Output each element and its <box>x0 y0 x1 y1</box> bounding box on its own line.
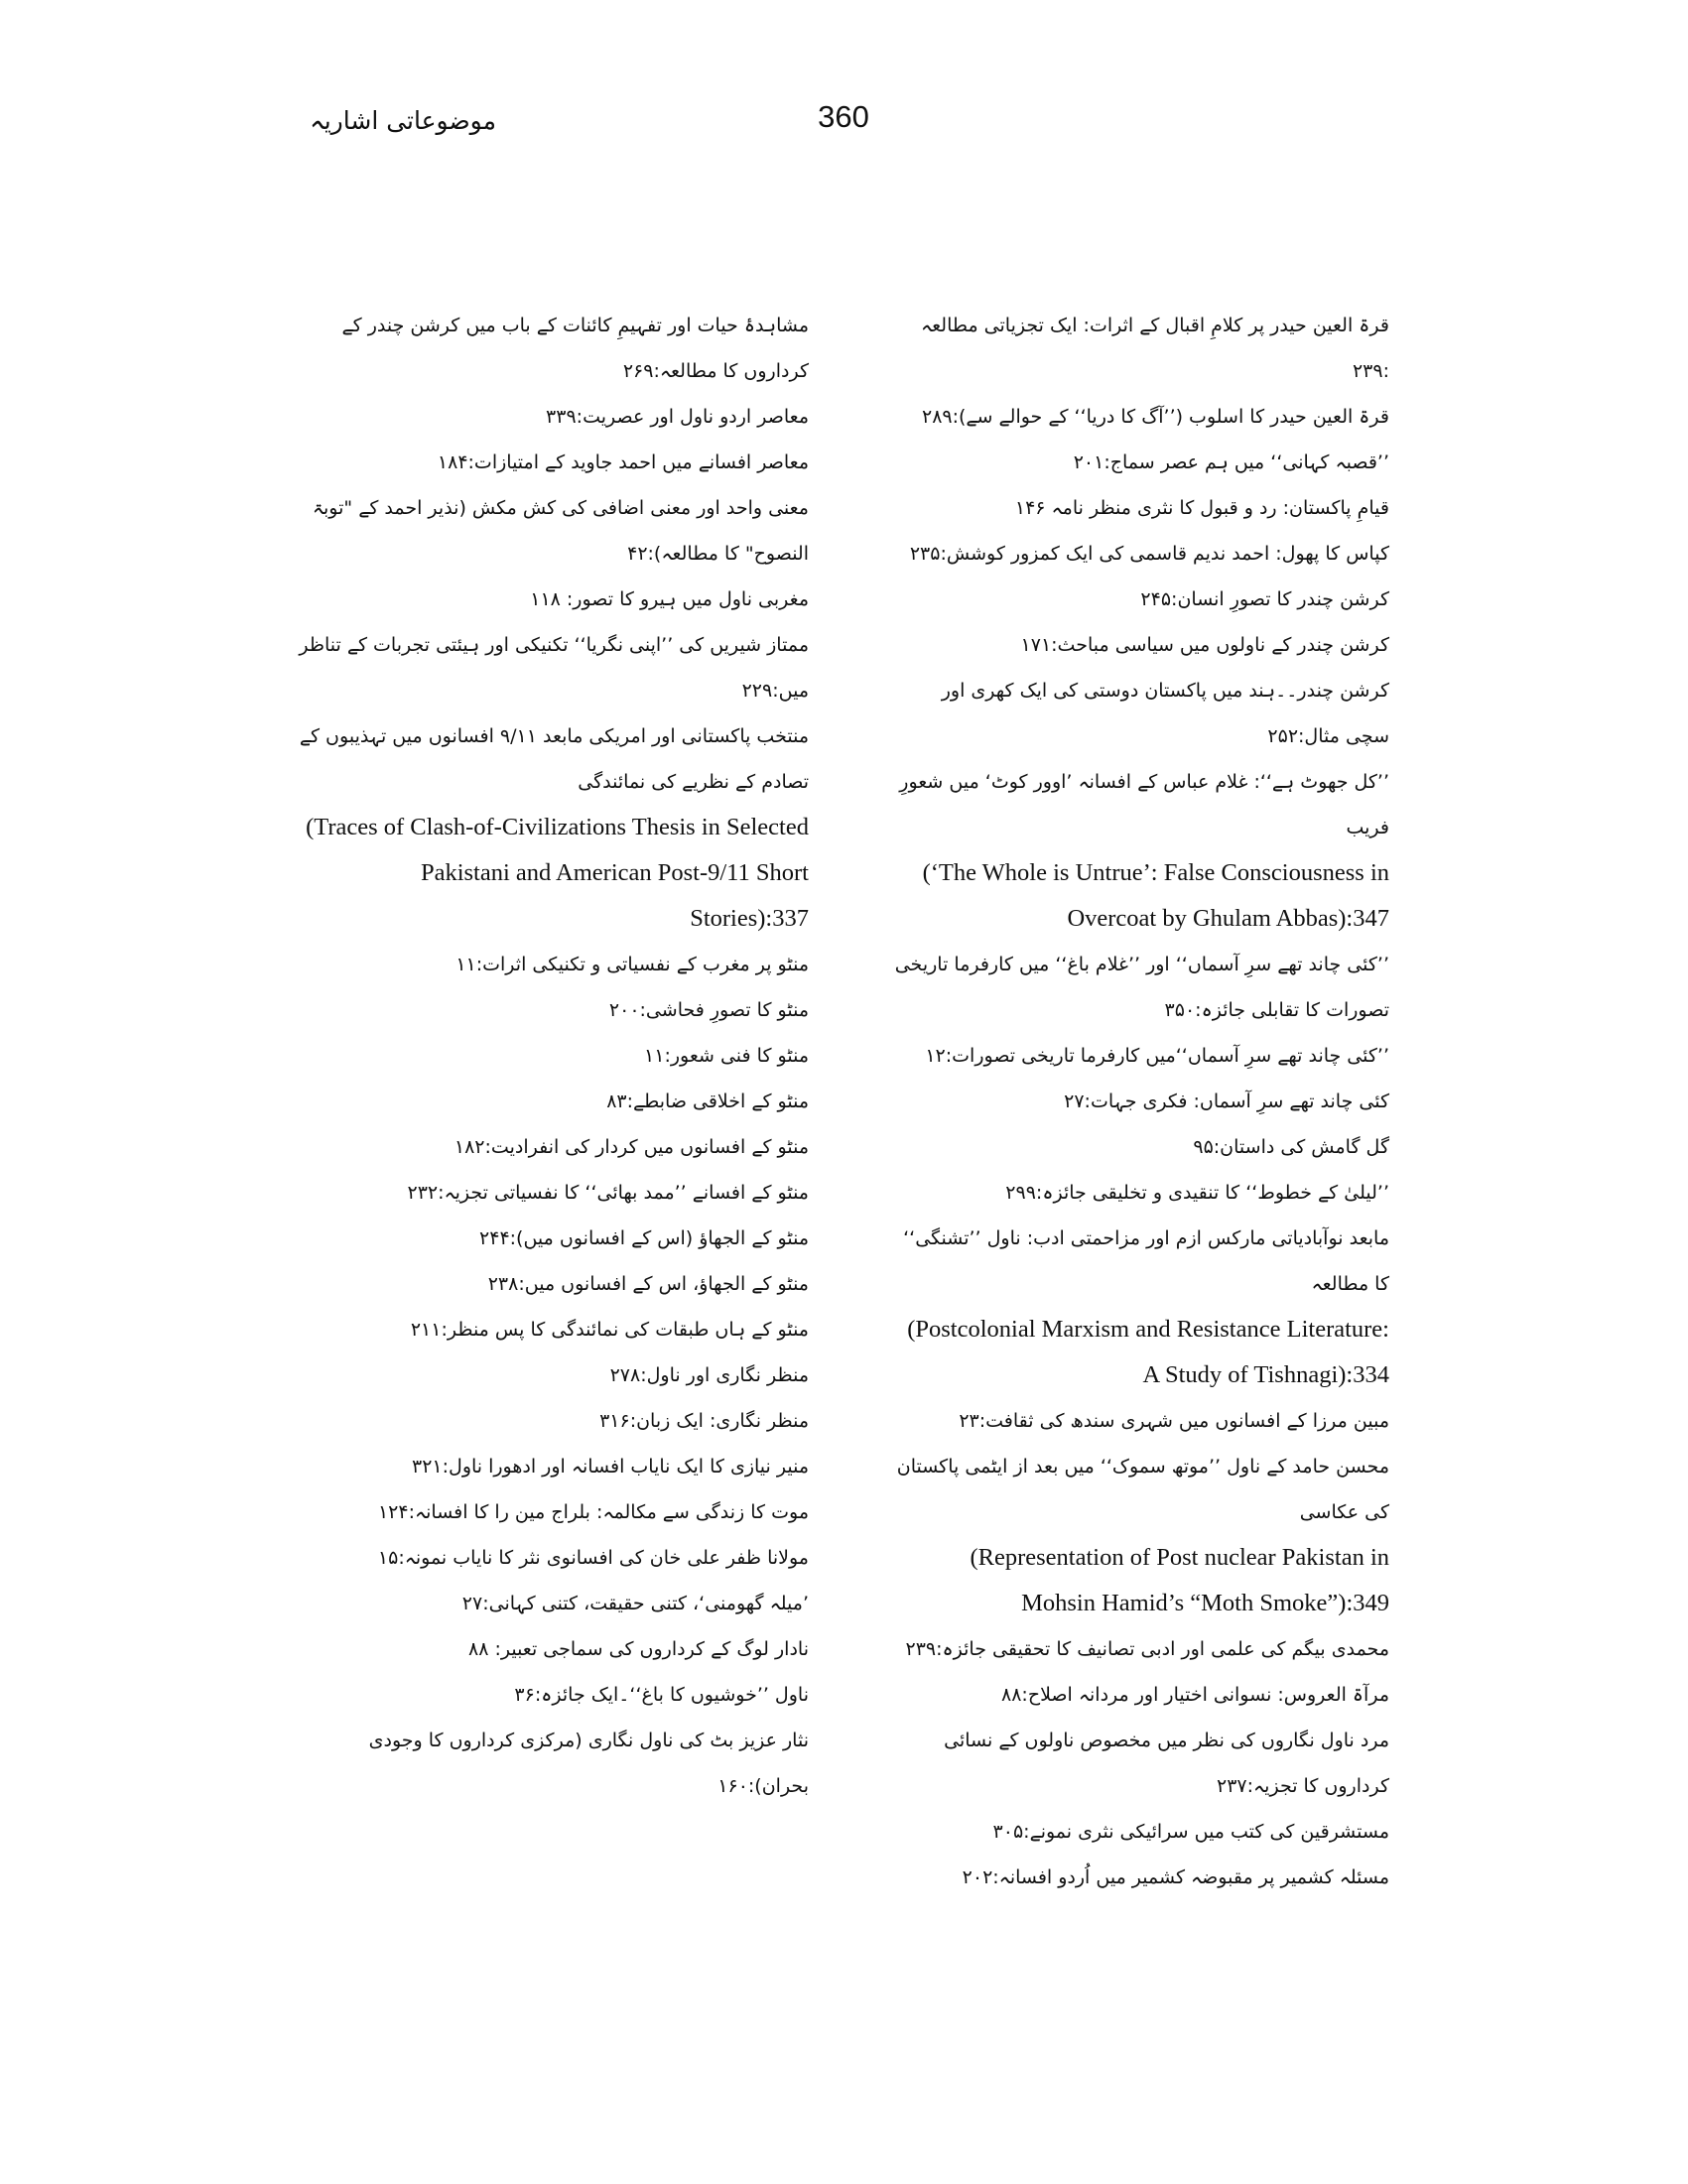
index-entry <box>298 1489 809 1535</box>
index-entry-text: کرشن چندر۔۔ہند میں پاکستان دوستی کی ایک کھری اور سچی مثال:۲۵۲ <box>941 680 1389 747</box>
index-entry-text: ’میلہ گھومنی‘، کتنی حقیقت، کتنی کہانی:۲۷ <box>461 1593 809 1614</box>
index-entry <box>893 577 1389 622</box>
index-entry <box>298 1216 809 1261</box>
index-entry <box>893 668 1389 759</box>
index-entry <box>893 1855 1389 1900</box>
index-entry-text: منتخب پاکستانی اور امریکی مابعد ۹/۱۱ افسانوں میں تہذیبوں کے تصادم کے نظریے کی نمائندگی <box>299 725 809 793</box>
index-entry <box>893 759 1389 942</box>
index-entry <box>893 1033 1389 1079</box>
index-entry <box>298 1170 809 1216</box>
index-entry-text: قرۃ العین حیدر کا اسلوب (’’آگ کا دریا‘‘ کے حوالے سے):۲۸۹ <box>921 406 1389 428</box>
index-entry <box>298 1033 809 1079</box>
index-entry <box>893 622 1389 668</box>
page-number: 360 <box>818 99 869 134</box>
index-entry-text: معاصر افسانے میں احمد جاوید کے امتیازات:۱۸۴ <box>437 451 809 473</box>
index-entry <box>893 531 1389 577</box>
index-entry-text: مرد ناول نگاروں کی نظر میں مخصوص ناولوں کے نسائی کرداروں کا تجزیہ:۲۳۷ <box>944 1730 1389 1797</box>
index-entry-text: ناول ’’خوشیوں کا باغ‘‘۔ایک جائزہ:۳۶ <box>514 1684 809 1706</box>
index-entry <box>893 1672 1389 1718</box>
index-entry <box>298 1079 809 1124</box>
index-entry-text: منٹو کے ہاں طبقات کی نمائندگی کا پس منظر:۲۱۱ <box>410 1319 809 1341</box>
index-entry-text: مستشرقین کی کتب میں سرائیکی نثری نمونے:۳۰۵ <box>992 1821 1389 1843</box>
index-entry-text: مغربی ناول میں ہیرو کا تصور: ۱۱۸ <box>530 588 809 610</box>
index-entry-text: منٹو کا تصورِ فحاشی:۲۰۰ <box>608 999 809 1021</box>
index-entry-text: منٹو کے افسانے ’’ممد بھائی‘‘ کا نفسیاتی تجزیہ:۲۳۲ <box>407 1182 809 1204</box>
index-column-right <box>893 303 1389 1900</box>
index-entry <box>298 987 809 1033</box>
index-entry-text: نثار عزیز بٹ کی ناول نگاری (مرکزی کرداروں کا وجودی بحران):۱۶۰ <box>368 1730 809 1797</box>
index-entry-english: (Representation of Post nuclear Pakistan in Mohsin Hamid’s “Moth Smoke”):349 <box>970 1544 1389 1616</box>
index-entry-text: منٹو کے الجھاؤ، اس کے افسانوں میں:۲۳۸ <box>487 1273 809 1295</box>
index-entry <box>893 1809 1389 1855</box>
index-entry-text: منٹو کے افسانوں میں کردار کی انفرادیت:۱۸۲ <box>454 1136 809 1158</box>
index-entry-text: مابعد نوآبادیاتی مارکس ازم اور مزاحمتی ادب: ناول ’’تشنگی‘‘ کا مطالعہ <box>903 1227 1389 1295</box>
index-entry-text: نادار لوگ کے کرداروں کی سماجی تعبیر: ۸۸ <box>467 1638 809 1660</box>
index-entry <box>298 1444 809 1489</box>
index-entry-text: منظر نگاری اور ناول:۲۷۸ <box>609 1364 809 1386</box>
index-entry <box>298 485 809 577</box>
index-entry <box>893 303 1389 394</box>
index-entry-text: منظر نگاری: ایک زبان:۳۱۶ <box>599 1410 809 1432</box>
index-entry <box>298 713 809 942</box>
index-entry-text: منٹو پر مغرب کے نفسیاتی و تکنیکی اثرات:۱۱ <box>455 954 809 975</box>
index-entry <box>893 440 1389 485</box>
index-entry <box>298 577 809 622</box>
index-entry-text: ممتاز شیریں کی ’’اپنی نگریا‘‘ تکنیکی اور ہیئتی تجربات کے تناظر میں:۲۲۹ <box>299 634 809 702</box>
index-entry <box>893 1216 1389 1398</box>
index-entry-text: معنی واحد اور معنی اضافی کی کش مکش (نذیر احمد کے "توبۃ النصوح" کا مطالعہ):۴۲ <box>312 497 809 565</box>
index-entry-text: کرشن چندر کا تصورِ انسان:۲۴۵ <box>1140 588 1389 610</box>
index-entry <box>893 1170 1389 1216</box>
index-entry <box>298 1626 809 1672</box>
index-entry <box>298 1672 809 1718</box>
index-entry-text: محمدی بیگم کی علمی اور ادبی تصانیف کا تحقیقی جائزہ:۲۳۹ <box>905 1638 1389 1660</box>
running-title: موضوعاتی اشاریہ <box>310 106 496 135</box>
index-entry-text: قیامِ پاکستان: رد و قبول کا نثری منظر نامہ ۱۴۶ <box>1014 497 1389 519</box>
index-entry-text: ’’لیلیٰ کے خطوط‘‘ کا تنقیدی و تخلیقی جائزہ:۲۹۹ <box>1005 1182 1389 1204</box>
index-entry-text: ’’کئی چاند تھے سرِ آسماں‘‘میں کارفرما تاریخی تصورات:۱۲ <box>925 1045 1389 1067</box>
index-entry-text: کپاس کا پھول: احمد ندیم قاسمی کی ایک کمزور کوشش:۲۳۵ <box>909 543 1389 565</box>
index-entry <box>298 1352 809 1398</box>
index-entry-text: مرآۃ العروس: نسوانی اختیار اور مردانہ اصلاح:۸۸ <box>1001 1684 1389 1706</box>
index-entry-text: ’’کئی چاند تھے سرِ آسماں‘‘ اور ’’غلام باغ‘‘ میں کارفرما تاریخی تصورات کا تقابلی جائزہ:۳۵۰ <box>894 954 1389 1021</box>
index-entry-text: موت کا زندگی سے مکالمہ: بلراج مین را کا افسانہ:۱۲۴ <box>377 1501 809 1523</box>
index-entry <box>893 1718 1389 1809</box>
index-entry <box>298 942 809 987</box>
index-entry <box>298 1535 809 1581</box>
index-entry <box>298 1307 809 1352</box>
index-entry-text: ’’قصبہ کہانی‘‘ میں ہم عصر سماج:۲۰۱ <box>1073 451 1389 473</box>
index-entry-text: کئی چاند تھے سرِ آسماں: فکری جہات:۲۷ <box>1064 1091 1389 1112</box>
index-entry <box>298 1718 809 1809</box>
index-entry <box>893 1079 1389 1124</box>
index-entry-english: (Postcolonial Marxism and Resistance Literature: A Study of Tishnagi):334 <box>907 1316 1389 1388</box>
index-entry-text: گل گامش کی داستان:۹۵ <box>1193 1136 1389 1158</box>
index-entry-text: محسن حامد کے ناول ’’موتھ سموک‘‘ میں بعد از ایٹمی پاکستان کی عکاسی <box>896 1456 1389 1523</box>
index-entry-text: منیر نیازی کا ایک نایاب افسانہ اور ادھورا ناول:۳۲۱ <box>411 1456 809 1477</box>
index-entry-text: ’’کل جھوٹ ہے‘‘: غلام عباس کے افسانہ ’اوور کوٹ‘ میں شعورِ فریب <box>899 771 1389 838</box>
index-column-left <box>298 303 809 1809</box>
index-entry-text: مسئلہ کشمیر پر مقبوضہ کشمیر میں اُردو افسانہ:۲۰۲ <box>962 1866 1389 1888</box>
index-entry-text: منٹو کے اخلاقی ضابطے:۸۳ <box>606 1091 809 1112</box>
index-entry <box>893 485 1389 531</box>
index-entry-text: قرۃ العین حیدر پر کلامِ اقبال کے اثرات: ایک تجزیاتی مطالعہ :۲۳۹ <box>920 315 1389 382</box>
index-entry-text: مشاہدۂ حیات اور تفہیمِ کائنات کے باب میں کرشن چندر کے کرداروں کا مطالعہ:۲۶۹ <box>341 315 809 382</box>
index-entry <box>298 622 809 713</box>
index-entry <box>298 303 809 394</box>
index-entry <box>298 1581 809 1626</box>
index-entry <box>298 1124 809 1170</box>
index-entry <box>298 1261 809 1307</box>
index-entry <box>893 394 1389 440</box>
index-entry-english: (‘The Whole is Untrue’: False Consciousness in Overcoat by Ghulam Abbas):347 <box>922 859 1389 932</box>
index-entry <box>893 942 1389 1033</box>
index-entry <box>893 1444 1389 1626</box>
index-entry-text: منٹو کا فنی شعور:۱۱ <box>644 1045 809 1067</box>
index-entry <box>893 1626 1389 1672</box>
index-entry-text: مولانا ظفر علی خان کی افسانوی نثر کا نایاب نمونہ:۱۵ <box>377 1547 809 1569</box>
index-entry <box>298 1398 809 1444</box>
index-entry <box>298 394 809 440</box>
index-entry-text: کرشن چندر کے ناولوں میں سیاسی مباحث:۱۷۱ <box>1020 634 1389 656</box>
index-entry <box>893 1398 1389 1444</box>
index-entry <box>893 1124 1389 1170</box>
index-entry <box>298 440 809 485</box>
index-entry-text: معاصر اردو ناول اور عصریت:۳۳۹ <box>546 406 809 428</box>
index-entry-english: (Traces of Clash-of-Civilizations Thesis in Selected Pakistani and American Post-9/11 Short Stories):337 <box>306 814 809 932</box>
index-entry-text: منٹو کے الجھاؤ (اس کے افسانوں میں):۲۴۴ <box>479 1227 809 1249</box>
index-entry-text: مبین مرزا کے افسانوں میں شہری سندھ کی ثقافت:۲۳ <box>959 1410 1389 1432</box>
